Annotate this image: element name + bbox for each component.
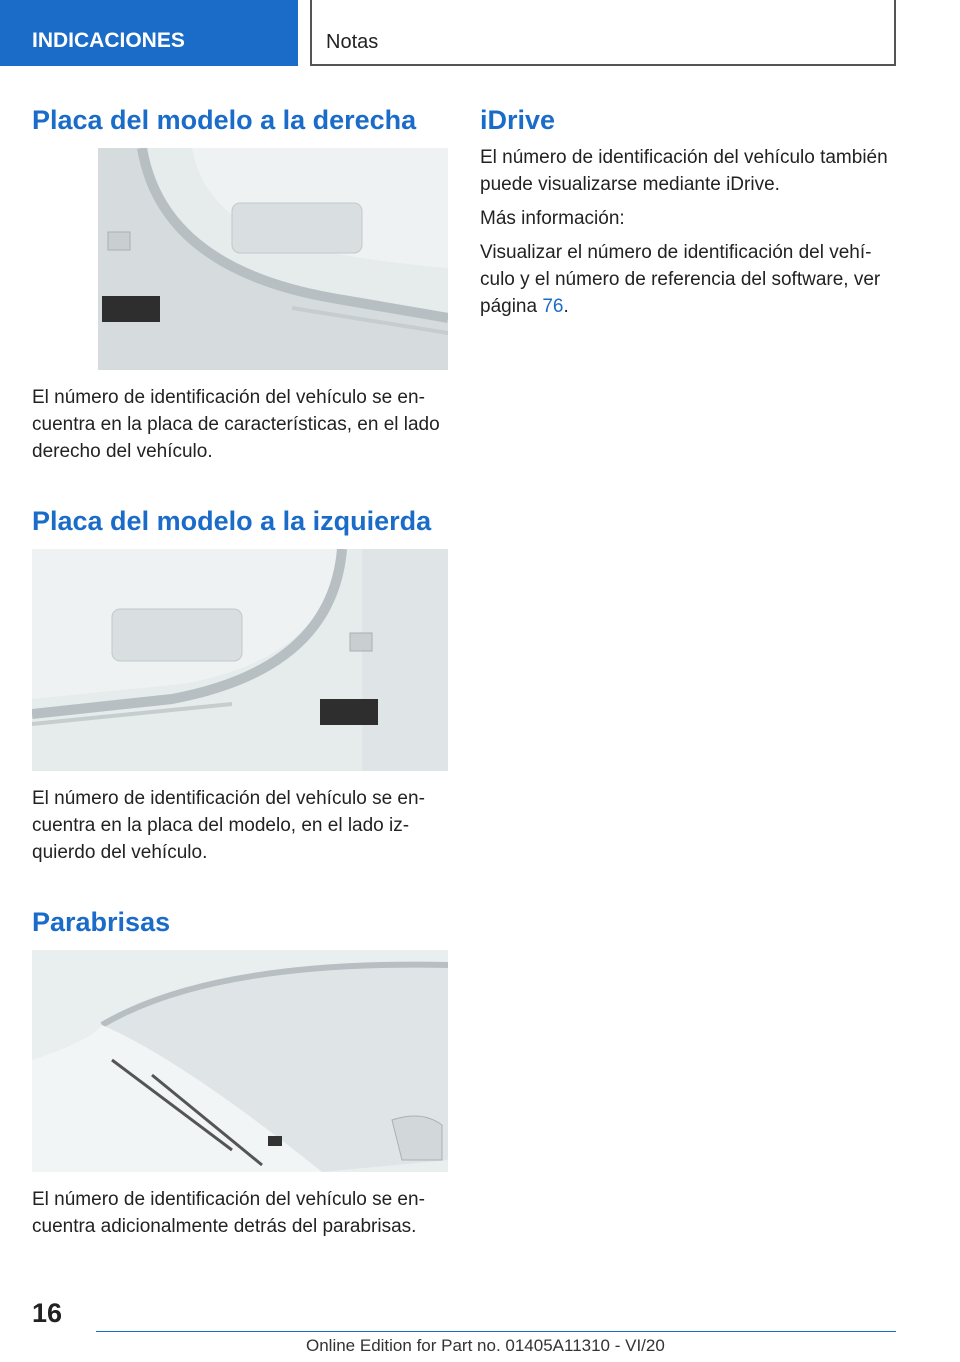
footer-divider: [96, 1331, 896, 1332]
section-tab: INDICACIONES: [0, 0, 298, 66]
caption-right-plate: El número de identificación del vehículo se en‐ cuentra en la placa de características, en el lado derecho del vehículo.: [32, 387, 440, 462]
idrive-paragraph-3: [480, 239, 900, 320]
image-left-plate: [32, 549, 448, 771]
idrive-paragraph-2: Más información:: [480, 208, 625, 229]
heading-idrive: iDrive: [480, 105, 556, 135]
image-right-plate: [32, 148, 448, 370]
page-number: 16: [32, 1298, 63, 1328]
idrive-paragraph-3-text: Visualizar el número de identificación del vehí‐ culo y el número de referencia del software, ver página: [480, 242, 881, 317]
idrive-paragraph-3-end: .: [563, 296, 569, 317]
image-windshield: [32, 950, 448, 1172]
right-column: [480, 96, 900, 327]
idrive-paragraph-1: El número de identificación del vehículo también puede visualizarse mediante iDrive.: [480, 147, 888, 195]
heading-left-plate: Placa del modelo a la izquierda: [32, 506, 432, 536]
footer-edition: Online Edition for Part no. 01405A11310 - VI/20: [306, 1336, 665, 1355]
chapter-title: Notas: [310, 0, 896, 66]
heading-right-plate: Placa del modelo a la derecha: [32, 105, 417, 135]
left-column: [32, 96, 448, 1240]
caption-windshield: El número de identificación del vehículo se en‐ cuentra adicionalmente detrás del parabrisas.: [32, 1189, 425, 1237]
page-header: [0, 0, 960, 66]
caption-left-plate: El número de identificación del vehículo se en‐ cuentra en la placa del modelo, en el lado iz‐ quierdo del vehículo.: [32, 788, 425, 863]
page-link-76[interactable]: 76: [542, 296, 564, 317]
heading-windshield: Parabrisas: [32, 907, 171, 937]
